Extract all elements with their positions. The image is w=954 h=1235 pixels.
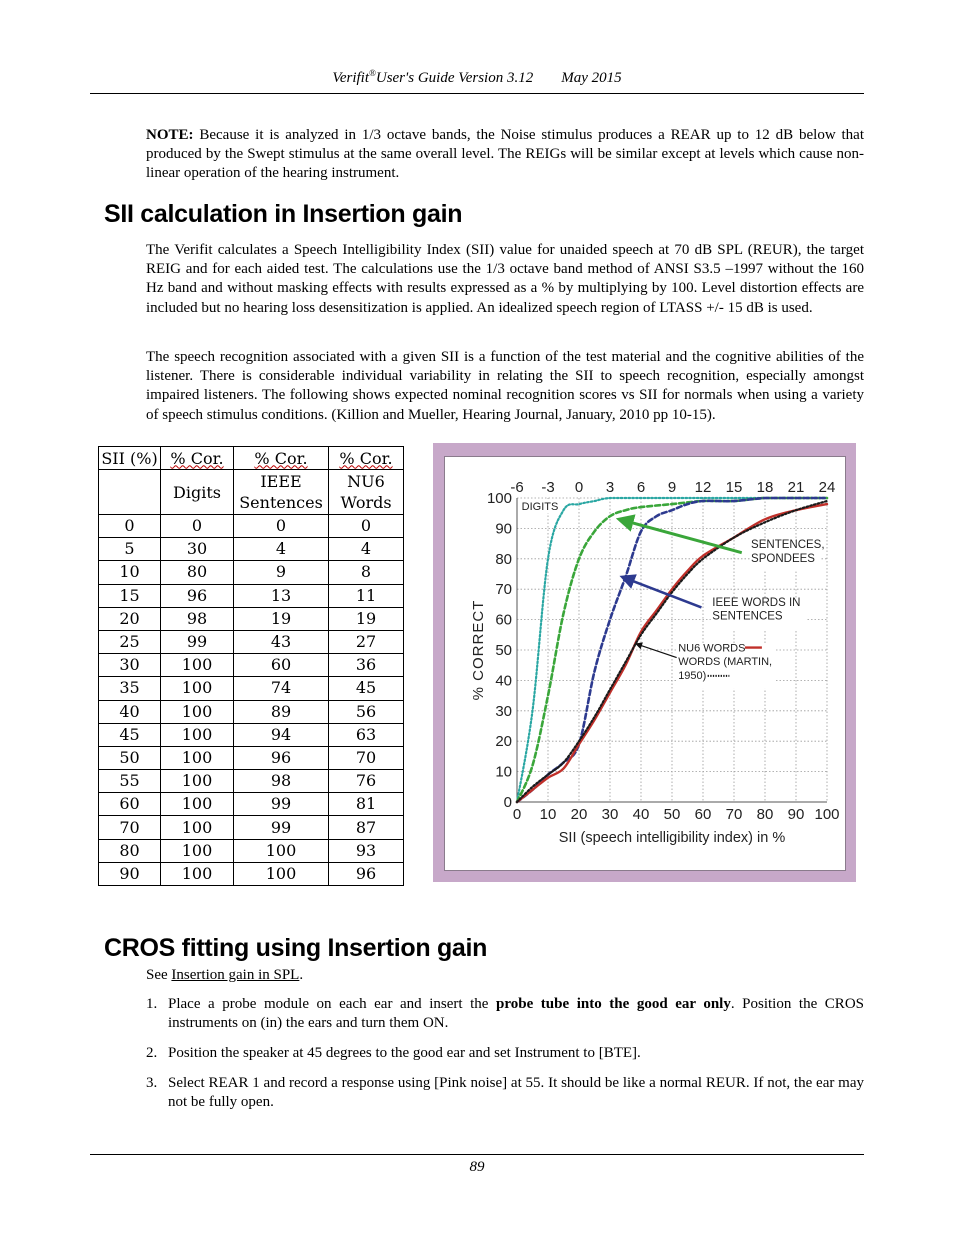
table-cell: 9 (234, 561, 329, 584)
col-header-cor-digits: % Cor. (161, 447, 234, 470)
table-row (99, 607, 404, 630)
table-row (99, 723, 404, 746)
x-tick-label: 40 (632, 806, 650, 823)
annotation-martin: WORDS (MARTIN, (678, 656, 773, 669)
step-item (146, 1074, 864, 1112)
y-tick-label: 0 (503, 794, 512, 811)
running-header (90, 68, 864, 87)
annotation-nu6: NU6 WORDS (678, 642, 746, 655)
arrow-nu6 (636, 644, 676, 658)
step-number: 1. (146, 996, 158, 1012)
table-cell: 19 (329, 607, 404, 630)
table-cell: 89 (234, 700, 329, 723)
annotation-ieee: IEEE WORDS IN (712, 596, 801, 609)
table-cell: 20 (99, 607, 161, 630)
col-header-cor-nu6: % Cor. (329, 447, 404, 470)
step-number: 3. (146, 1074, 158, 1091)
table-row (99, 515, 404, 538)
note-text: Because it is analyzed in 1/3 octave bands, the Noise stimulus produces a REAR up to 12 dB below that produced by the Swept stimulus at the same overall level. The REIGs will be similar except at levels which cause non-linear operation of the hearing instrument. (146, 127, 864, 182)
y-tick-label: 80 (495, 550, 512, 568)
x-tick-label: 70 (725, 806, 743, 823)
table-cell: 35 (99, 677, 161, 700)
step-text: Place a probe module on each ear and insert the (168, 996, 497, 1012)
table-cell: 100 (234, 839, 329, 862)
top-tick-label: 21 (787, 479, 805, 496)
x-tick-label: 50 (663, 806, 681, 823)
table-cell: 100 (161, 862, 234, 885)
sii-paragraph-2: The speech recognition associated with a given SII is a function of the test material and the cognitive abilities of the listener. There is considerable individual variability in relating the SII to speech recognition, especially amongst impaired listeners. The following shows expected nominal recognition scores vs SII for normals when using a variety of speech stimulus conditions. (Killion and Mueller, Hearing Journal, January, 2010 pp 10-15). (146, 349, 864, 423)
table-cell: 100 (161, 700, 234, 723)
y-tick-label: 30 (495, 702, 512, 720)
col-header-cor-ieee: % Cor. (234, 447, 329, 470)
page-number: 89 (469, 1159, 485, 1175)
y-tick-label: 60 (495, 611, 512, 629)
header-rule (90, 93, 864, 94)
table-cell: 0 (99, 515, 161, 538)
step-text-continued: . Position the CROS instruments on (in) the ears and turn them ON. (168, 996, 864, 1032)
table-cell: 80 (161, 561, 234, 584)
table-row (99, 538, 404, 561)
col-subheader-blank (99, 470, 161, 515)
table-row (99, 862, 404, 885)
table-cell: 19 (234, 607, 329, 630)
table-row (99, 561, 404, 584)
header-title: Verifit®User's Guide Version 3.12 (332, 68, 534, 86)
table-cell: 60 (99, 793, 161, 816)
table-row (99, 654, 404, 677)
y-tick-label: 40 (495, 672, 512, 690)
table-cell: 8 (329, 561, 404, 584)
table-cell: 27 (329, 630, 404, 653)
sii-recognition-table (98, 446, 404, 886)
see-also-line: See Insertion gain in SPL. (146, 967, 304, 983)
table-cell: 56 (329, 700, 404, 723)
table-cell: 100 (161, 746, 234, 769)
annotation-martin-year: 1950) (678, 669, 707, 682)
table-cell: 98 (161, 607, 234, 630)
table-cell: 13 (234, 584, 329, 607)
annotation-digits: DIGITS (521, 501, 559, 514)
table-cell: 4 (329, 538, 404, 561)
x-tick-label: 90 (787, 806, 805, 823)
annotation-ieee-sentences: SENTENCES (712, 610, 783, 623)
table-cell: 99 (234, 793, 329, 816)
table-cell: 93 (329, 839, 404, 862)
y-tick-label: 90 (495, 520, 512, 538)
x-tick-label: 0 (512, 806, 522, 823)
table-cell: 0 (234, 515, 329, 538)
col-subheader-nu6: NU6 Words (329, 470, 404, 515)
table-cell: 70 (329, 746, 404, 769)
x-tick-label: 80 (756, 806, 774, 823)
arrow-sentences (619, 519, 741, 552)
table-cell: 90 (99, 862, 161, 885)
step-text: Position the speaker at 45 degrees to the good ear and set Instrument to [BTE]. (168, 1045, 641, 1061)
x-tick-label: 30 (601, 806, 619, 823)
top-tick-label: 9 (667, 479, 677, 496)
table-cell: 74 (234, 677, 329, 700)
table-cell: 100 (161, 816, 234, 839)
x-tick-label: 100 (814, 806, 840, 823)
chart-panel (444, 456, 846, 871)
top-tick-label: 18 (756, 479, 774, 496)
table-cell: 98 (234, 770, 329, 793)
table-cell: 99 (161, 630, 234, 653)
table-row (99, 630, 404, 653)
table-cell: 60 (234, 654, 329, 677)
y-tick-label: 50 (495, 642, 512, 659)
table-cell: 100 (234, 862, 329, 885)
step-item (146, 1044, 864, 1063)
table-row (99, 793, 404, 816)
table-row (99, 770, 404, 793)
table-cell: 40 (99, 700, 161, 723)
table-cell: 99 (234, 816, 329, 839)
footer-rule (90, 1154, 864, 1155)
table-cell: 100 (161, 839, 234, 862)
insertion-gain-link[interactable]: Insertion gain in SPL (171, 967, 300, 983)
table-cell: 63 (329, 723, 404, 746)
table-cell: 55 (99, 770, 161, 793)
table-cell: 45 (329, 677, 404, 700)
step-number: 2. (146, 1045, 158, 1061)
x-axis-label: SII (speech intelligibility index) in % (558, 830, 786, 846)
table-cell: 45 (99, 723, 161, 746)
y-axis-label: % CORRECT (470, 599, 487, 701)
section-heading-cros: CROS fitting using Insertion gain (104, 934, 488, 962)
y-tick-label: 70 (495, 581, 512, 599)
table-cell: 100 (161, 654, 234, 677)
table-cell: 30 (161, 538, 234, 561)
table-cell: 50 (99, 746, 161, 769)
table-cell: 96 (329, 862, 404, 885)
table-cell: 96 (161, 584, 234, 607)
x-tick-label: 10 (539, 806, 557, 823)
top-tick-label: 3 (605, 479, 615, 496)
annotation-spondees: SPONDEES (751, 552, 815, 565)
table-cell: 100 (161, 677, 234, 700)
sii-paragraph-1: The Verifit calculates a Speech Intelligibility Index (SII) value for unaided speech at 70 dB SPL (REUR), the target REIG and for each aided test. The calculations use the 1/3 octave band method of ANSI S3.5 –1997 without the 160 Hz band and without masking effects with results expressed as a % by multiplying by 100. Level distortion effects are included but no hearing loss desensitization is applied. An idealized speech region of LTASS +/- 15 dB is used. (146, 242, 864, 316)
table-row (99, 816, 404, 839)
table-cell: 0 (329, 515, 404, 538)
section-heading-sii: SII calculation in Insertion gain (104, 200, 463, 228)
col-subheader-ieee: IEEE Sentences (234, 470, 329, 515)
table-cell: 76 (329, 770, 404, 793)
table-row (99, 746, 404, 769)
table-cell: 70 (99, 816, 161, 839)
sii-recognition-chart (445, 457, 845, 870)
annotation-sentences: SENTENCES, (751, 539, 825, 552)
table-cell: 11 (329, 584, 404, 607)
table-cell: 100 (161, 793, 234, 816)
header-date: May 2015 (561, 70, 622, 86)
step-item (146, 995, 864, 1033)
table-cell: 5 (99, 538, 161, 561)
table-cell: 81 (329, 793, 404, 816)
top-tick-label: 12 (694, 479, 712, 496)
y-tick-label: 100 (486, 490, 512, 507)
col-subheader-digits: Digits (161, 470, 234, 515)
table-cell: 43 (234, 630, 329, 653)
table-row (99, 839, 404, 862)
table-cell: 30 (99, 654, 161, 677)
top-tick-label: -3 (541, 479, 555, 496)
table-cell: 10 (99, 561, 161, 584)
x-tick-label: 60 (694, 806, 712, 823)
table-cell: 100 (161, 723, 234, 746)
table-cell: 80 (99, 839, 161, 862)
top-tick-label: -6 (510, 479, 524, 496)
table-cell: 100 (161, 770, 234, 793)
step-emphasis: probe tube into the good ear only (496, 996, 731, 1012)
top-tick-label: 6 (636, 479, 646, 496)
col-header-sii: SII (%) (99, 447, 161, 470)
table-cell: 25 (99, 630, 161, 653)
table-cell: 15 (99, 584, 161, 607)
note-paragraph (146, 126, 864, 184)
cros-steps-list (146, 995, 864, 1123)
top-tick-label: 15 (725, 479, 743, 496)
top-tick-label: 24 (818, 479, 836, 496)
table-cell: 94 (234, 723, 329, 746)
table-cell: 96 (234, 746, 329, 769)
step-text: Select REAR 1 and record a response using [Pink noise] at 55. It should be like a normal REUR. If not, the ear may not be fully open. (168, 1074, 864, 1110)
y-tick-label: 20 (495, 733, 512, 751)
note-label: NOTE: (146, 127, 194, 143)
table-row (99, 677, 404, 700)
table-row (99, 700, 404, 723)
x-tick-label: 20 (570, 806, 588, 823)
table-cell: 4 (234, 538, 329, 561)
y-tick-label: 10 (495, 763, 512, 781)
table-cell: 0 (161, 515, 234, 538)
top-tick-label: 0 (574, 479, 584, 496)
chart-frame (433, 443, 856, 882)
table-cell: 36 (329, 654, 404, 677)
table-row (99, 584, 404, 607)
table-cell: 87 (329, 816, 404, 839)
